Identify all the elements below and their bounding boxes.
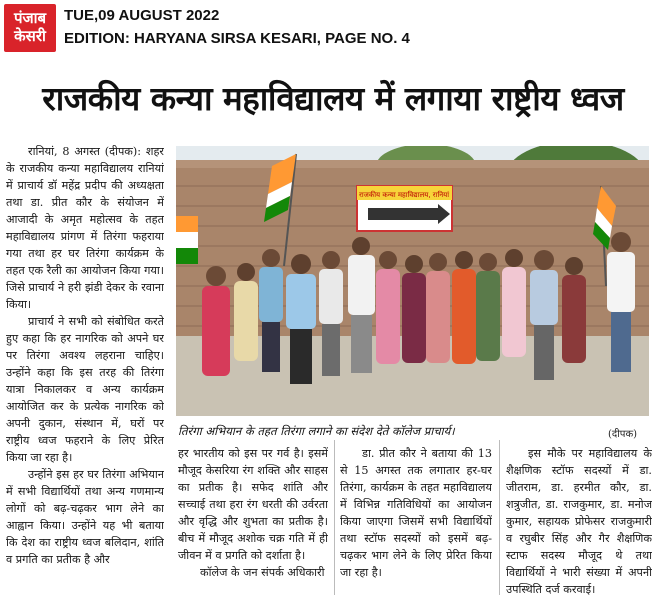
paragraph: प्राचार्य ने सभी को संबोधित करते हुए कहा कि हर नागरिक को अपने घर पर तिरंगा अवश्य लहराना चाहिए। उन्होंने कहा कि इस तरह की तिरंगा यात्रा निकालकर व अन्य कार्यक्रम आयोजित कर के प्रत्येक नागरिक को अपनी दुकान, संस्थान में, घरों पर राष्ट्रीय ध्वज फहराने के लिए प्रेरित किया जा रहा है। — [6, 315, 164, 464]
article-column-3 — [340, 445, 492, 600]
photo-credit: (दीपक) — [608, 429, 638, 440]
paragraph: इस मौके पर महाविद्यालय के शैक्षणिक स्टॉफ सदस्यों में डा. जीतराम, डा. हरमीत कौर, डा. शत्रुजीत, डा. राजकुमार, डा. मनोज कुमार, सहायक प्रोफेसर राजकुमारी व रघुबीर सिंह और गैर शैक्षणिक स्टाफ सदस्य मौजूद थे तथा विद्यार्थियों ने भारी संख्या में अपनी उपस्थिति दर्ज करवाई। — [506, 447, 652, 596]
event-photo — [176, 146, 649, 416]
tricolor-flag-icon — [176, 216, 198, 264]
paragraph: कॉलेज के जन संपर्क अधिकारी — [200, 566, 325, 579]
banner-label: राजकीय कन्या महाविद्यालय, रानियां — [358, 191, 450, 199]
logo-line-2: केसरी — [14, 27, 46, 45]
article-column-1 — [6, 143, 164, 598]
masthead — [0, 0, 665, 56]
paragraph: हर भारतीय को इस पर गर्व है। इसमें मौजूद केसरिया रंग शक्ति और साहस का प्रतीक है। सफेद शांति और सच्चाई तथा हरा रंग धरती की उर्वरता और वृद्धि और शुभता का प्रतीक है। बीच में मौजूद अशोक चक्र गति में ही जीवन में व प्रगति को दर्शाता है। — [178, 447, 328, 562]
publication-date: TUE,09 AUGUST 2022 — [64, 7, 220, 24]
article-column-2 — [178, 445, 328, 600]
punjab-kesari-logo — [4, 4, 56, 52]
paragraph: रानियां, 8 अगस्त (दीपक): शहर के राजकीय कन्या महाविद्यालय रानियां में प्राचार्य डॉ महेंद्र प्रदीप की अध्यक्षता तथा डा. प्रीत कौर के संयोजन में आजादी के अमृत महोत्सव के तहत महाविद्यालय प्रांगण में तिरंगा फहराया गया तथा हर घर तिरंगा कार्यक्रम के तहत एक रैली का आयोजन किया गया। जिसे प्राचार्य ने हरी झंडी देकर के रवाना किया। — [6, 145, 164, 311]
edition-info: EDITION: HARYANA SIRSA KESARI, PAGE NO. 4 — [64, 30, 410, 47]
article-headline: राजकीय कन्या महाविद्यालय में लगाया राष्ट्रीय ध्वज — [42, 79, 624, 118]
logo-line-1: पंजाब — [13, 9, 47, 27]
article-column-4 — [506, 445, 652, 600]
photo-caption: तिरंगा अभियान के तहत तिरंगा लगाने का संदेश देते कॉलेज प्राचार्य। — [178, 424, 455, 438]
photo-illustration — [176, 146, 649, 416]
column-divider — [334, 440, 335, 595]
paragraph: डा. प्रीत कौर ने बताया की 13 से 15 अगस्त तक लगातार हर-घर तिरंगा, कार्यक्रम के तहत महाविद्यालय में विभिन्न गतिविधियों का आयोजन किया जाएगा जिसमें सभी विद्यार्थियों तथा स्टॉफ सदस्यों को इसमें बढ़-चढ़कर भाग लेने के लिए प्रेरित किया जा रहा है। — [340, 447, 492, 579]
column-divider — [499, 440, 500, 595]
paragraph: उन्होंने इस हर घर तिरंगा अभियान में सभी विद्यार्थियों तथा अन्य गणमान्य लोगों को बढ़-चढ़कर भाग लेने का आह्वान किया। उन्होंने यह भी बताया कि देश का राष्ट्रीय ध्वज बलिदान, शांति व प्रगति का प्रतीक है और — [6, 468, 164, 566]
